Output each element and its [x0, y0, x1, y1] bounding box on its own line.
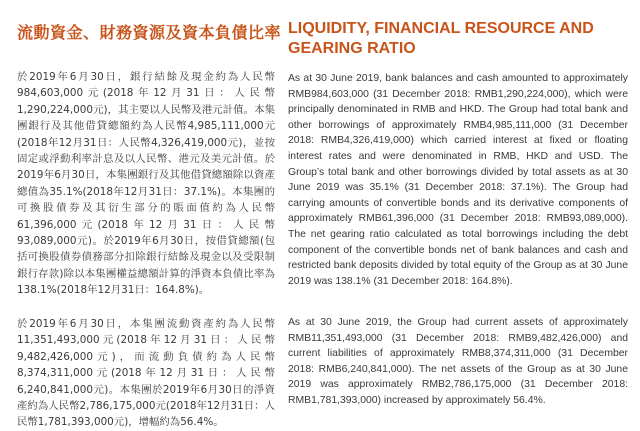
english-paragraph-net-assets: As at 30 June 2019, the Group had current assets of approximately RMB11,351,493,000 (31 December 2018: RMB9,482,426,000) and current liabilities of approximately RMB8,374,311,000 (31 December 2018: RMB6,240,841,000). The net assets of the Group as at 30 June 2019 was approximately RMB2,786,175,000 (31 December 2018: RMB1,781,393,000) increased by approximately 56.4%.: [288, 317, 628, 406]
chinese-section-title: 流動資金、財務資源及資本負債比率: [17, 23, 282, 42]
chinese-paragraph-liquidity: 於2019年6月30日，銀行結餘及現金約為人民幣984,603,000元(2018年12月31日：人民幣1,290,224,000元)，其主要以人民幣及港元計值。本集團銀行及其他借貸總額約為人民幣4,985,111,000元(2018年12月31日：人民幣4,326,419,000元)，並按固定或浮動利率計息及以人民幣、港元及美元計值。於2019年6月30日，本集團銀行及其他借貸總額除以資產總值為35.1%(2018年12月31日：37.1%)。本集團的可換股債券及其衍生部分的賬面值約為人民幣61,396,000元(2018年12月31日：人民幣93,089,000元)。於2019年6月30日，按借貸總額(包括可換股債券債務部分扣除銀行結餘及現金以及受限制銀行存款)除以本集團權益總額計算的淨資本負債比率為138.1%(2018年12月31日：164.8%)。: [17, 71, 275, 297]
chinese-paragraph-net-assets: 於2019年6月30日，本集團流動資產約為人民幣11,351,493,000元(2018年12月31日：人民幣9,482,426,000元)，而流動負債約為人民幣8,374,311,000元(2018年12月31日：人民幣6,240,841,000元)。本集團於2019年6月30日的淨資產約為人民幣2,786,175,000元(2018年12月31日：人民幣1,781,393,000元)，增幅約為56.4%。: [17, 318, 275, 429]
english-paragraph-liquidity: As at 30 June 2019, bank balances and cash amounted to approximately RMB984,603,000 (31 December 2018: RMB1,290,224,000), which were principally denominated in RMB and HKD. The Group had total bank and other borrowings of approximately RMB4,985,111,000 (31 December 2018: RMB4,326,419,000) which carried interest at fixed or floating interest rates and were denominated in RMB, HKD and USD. The Group’s total bank and other borrowings divided by total assets as at 30 June 2019 was 35.1% (31 December 2018: 37.1%). The Group had carrying amounts of convertible bonds and its derivative components of approximately RMB61,396,000 (31 December 2018: RMB93,089,000). The net gearing ratio calculated as total borrowings including the debt component of the convertible bonds net of bank balances and cash and restricted bank deposits divided by total equity of the Group as at 30 June 2019 was 138.1% (31 December 2018: 164.8%).: [288, 73, 628, 287]
english-section-title: LIQUIDITY, FINANCIAL RESOURCE AND GEARING RATIO: [288, 20, 594, 57]
